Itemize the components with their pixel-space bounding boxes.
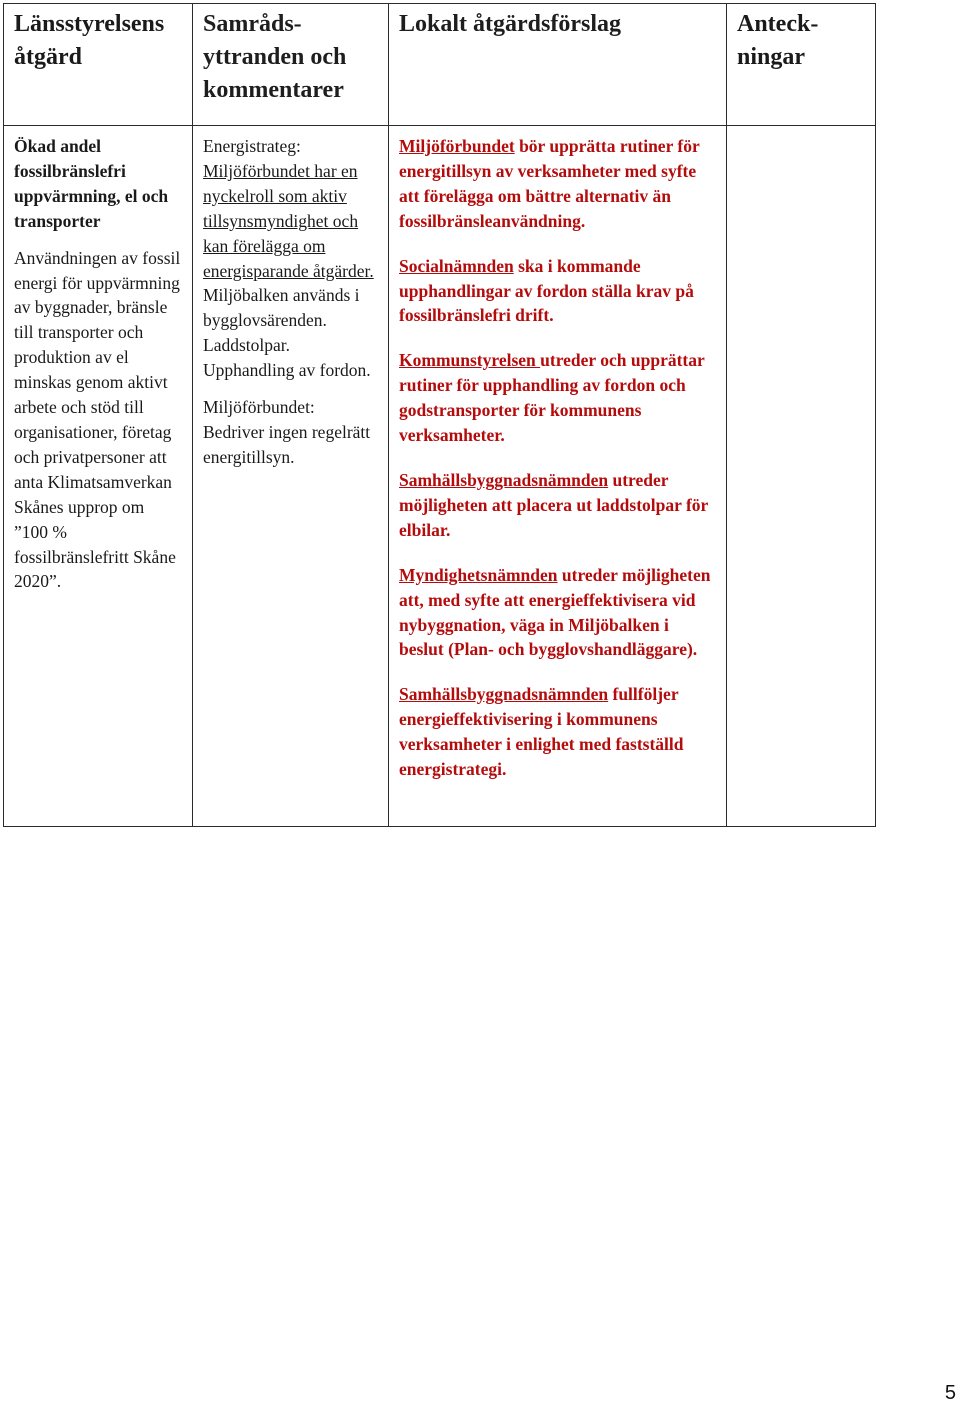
measure-description: Användningen av fossil energi för uppvärmning av byggnader, bränsle till transporter och produktion av el minskas genom aktivt arbete och stöd till organisationer, företag och privatpersoner att anta Klimatsamverkan Skånes upprop om ”100 % fossilbränslefritt Skåne 2020”. (14, 247, 181, 592)
header-lokalt-atgardsforslag: Lokalt åtgärdsförslag (399, 11, 621, 37)
header-samradsyttranden: Samråds-yttranden och kommentarer (203, 11, 347, 103)
header-anteckningar: Anteck-ningar (737, 11, 819, 70)
measure-row (4, 126, 876, 827)
action-item (399, 254, 716, 329)
header-cell-anteckningar (727, 4, 876, 126)
action-text: utreder möjligheten att, med syfte att energieffektivisera vid nybyggnation, väga in Miljöbalken i beslut (Plan- och bygglovshandläggare). (399, 564, 711, 660)
action-item (399, 468, 716, 543)
action-item (399, 134, 716, 234)
header-cell-samrad (193, 4, 389, 126)
measure-title: Ökad andel fossilbränslefri uppvärmning, el och transporter (14, 136, 169, 231)
header-cell-lokalt (389, 4, 727, 126)
comment-miljoforbundet: Miljöförbundet: Bedriver ingen regelrätt energitillsyn. (203, 397, 371, 467)
comment-energistrateg-rest: Miljöbalken används i bygglovsärenden. Laddstolpar. Upphandling av fordon. (203, 285, 371, 381)
header-lansstyrelsens-atgard: Länsstyrelsens åtgärd (14, 11, 165, 70)
action-item (399, 348, 716, 448)
action-entity: Miljöförbundet (399, 136, 515, 156)
comment-energistrateg-underlined: Miljöförbundet har en nyckelroll som aktiv tillsynsmyndighet och kan förelägga om energisparande åtgärder. (203, 160, 374, 281)
measures-table (3, 3, 876, 827)
cell-samradsyttranden (193, 126, 389, 827)
page-number: 5 (944, 1382, 956, 1404)
comment-energistrateg-lead: Energistrateg: (203, 136, 301, 156)
action-text: utreder möjligheten att placera ut laddstolpar för elbilar. (399, 469, 708, 540)
action-text: ska i kommande upphandlingar av fordon ställa krav på fossilbränslefri drift. (399, 255, 694, 326)
action-entity: Socialnämnden (399, 255, 514, 276)
action-text: utreder och upprättar rutiner för upphandling av fordon och godstransporter för kommunens verksamheter. (399, 350, 705, 446)
cell-lokalt-atgardsforslag (389, 126, 727, 827)
cell-anteckningar (727, 126, 876, 827)
action-item (399, 563, 716, 663)
action-text: bör upprätta rutiner för energitillsyn av verksamheter med syfte att förelägga om bättre alternativ än fossilbränsleanvändning. (399, 136, 700, 231)
action-entity: Myndighetsnämnden (399, 564, 558, 585)
action-entity: Kommunstyrelsen (399, 350, 541, 371)
action-entity: Samhällsbyggnadsnämnden (399, 469, 609, 490)
action-text: fullföljer energieffektivisering i kommunens verksamheter i enlighet med fastställd energistrategi. (399, 684, 684, 780)
comment-energistrateg (203, 134, 378, 383)
header-row (4, 4, 876, 126)
header-cell-lansstyrelsen (4, 4, 193, 126)
cell-lansstyrelsens-atgard (4, 126, 193, 827)
action-item (399, 682, 716, 782)
action-entity: Samhällsbyggnadsnämnden (399, 684, 609, 705)
